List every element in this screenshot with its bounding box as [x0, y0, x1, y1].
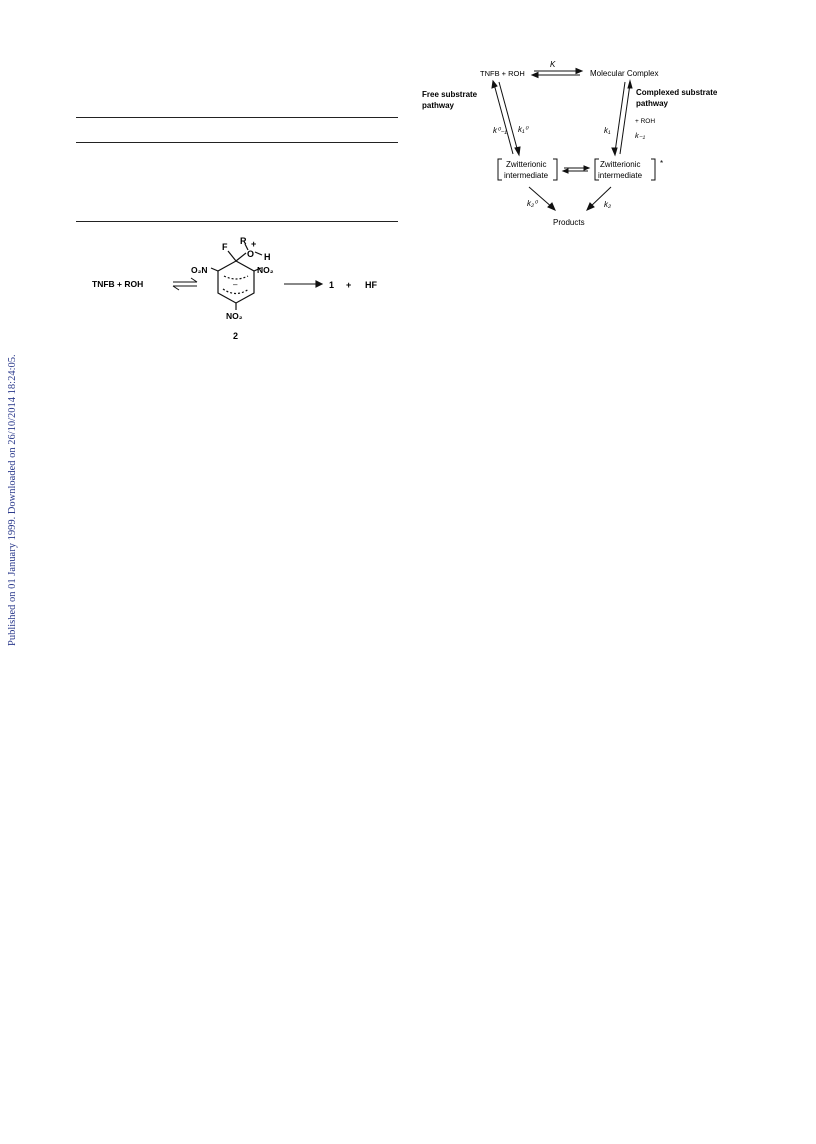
forward-arrow	[284, 281, 322, 287]
atom-f: F	[222, 242, 228, 252]
cyclohexadienyl-ring	[211, 244, 262, 310]
zwitterion-equilibrium-arrow	[563, 166, 589, 173]
product-plus: +	[346, 280, 352, 290]
group-no2-bottom: NO₂	[226, 311, 243, 321]
scheme2-k: K	[550, 60, 556, 69]
scheme1-reactants: TNFB + ROH	[92, 279, 144, 289]
complexed-pathway-line1: Complexed substrate	[636, 88, 718, 97]
table-top-rule	[76, 117, 398, 118]
zwitterion-left-line2: intermediate	[504, 171, 549, 180]
plus-roh: + ROH	[635, 118, 656, 125]
k1-zero: k₁⁰	[518, 125, 528, 134]
ring-charge-minus: –	[233, 280, 238, 289]
free-pathway-line2: pathway	[422, 101, 455, 110]
complexed-pathway-line2: pathway	[636, 99, 669, 108]
atom-r: R	[240, 236, 247, 246]
zwitterion-star: *	[660, 159, 664, 168]
k2: k₂	[604, 200, 612, 209]
zwitterion-right-line1: Zwitterionic	[600, 160, 641, 169]
group-o2n: O₂N	[191, 265, 208, 275]
k1: k₁	[604, 126, 611, 135]
product-1: 1	[329, 280, 335, 290]
charge-plus: +	[251, 239, 257, 249]
table-bottom-rule	[76, 221, 398, 222]
equilibrium-arrow	[173, 278, 197, 290]
to-products-arrows	[529, 187, 611, 210]
k-minus1-zero: k⁰₋₁	[493, 126, 507, 135]
free-pathway-arrows	[492, 81, 520, 155]
product-hf: HF	[365, 280, 377, 290]
scheme2-top-left: TNFB + ROH	[480, 69, 525, 78]
products: Products	[553, 218, 585, 227]
reaction-scheme-2	[414, 56, 774, 236]
zwitterion-right-line2: intermediate	[598, 171, 643, 180]
zwitterion-left-line1: Zwitterionic	[506, 160, 547, 169]
free-pathway-line1: Free substrate	[422, 90, 478, 99]
table-header-rule	[76, 142, 398, 143]
scheme2-top-right: Molecular Complex	[590, 69, 659, 78]
reaction-scheme-1	[76, 230, 406, 345]
compound-label-2: 2	[233, 331, 239, 341]
download-watermark: Published on 01 January 1999. Downloaded on 26/10/2014 18:24:05.	[7, 354, 18, 646]
k2-zero: k₂⁰	[527, 199, 538, 208]
complexation-equilibrium-arrow	[532, 69, 582, 78]
k-minus1: k₋₁	[635, 131, 646, 140]
atom-o: O	[247, 249, 255, 259]
group-no2-right: NO₂	[257, 265, 274, 275]
atom-h: H	[264, 252, 271, 262]
complexed-pathway-arrows	[612, 81, 632, 155]
